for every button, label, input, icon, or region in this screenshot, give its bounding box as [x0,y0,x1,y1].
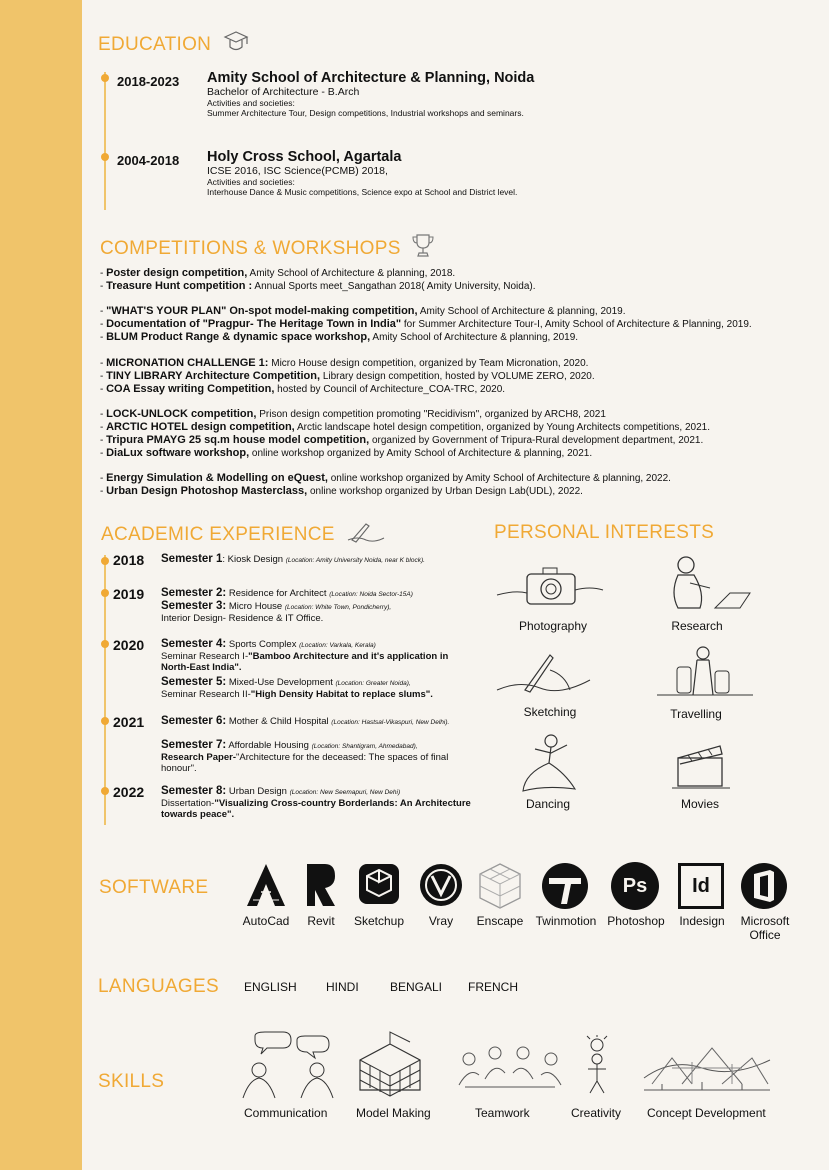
dancing-sketch-icon [515,733,585,798]
education-timeline [104,72,106,210]
degree: Bachelor of Architecture - B.Arch [207,86,360,98]
semester-entry [161,554,471,566]
competition-item: - Documentation of "Pragpur- The Heritage Town in India" for Summer Architecture Tour-I, Amity School of Architecture & Planning, 2019. [100,318,752,330]
semester-extra-bold: "High Density Habitat to replace slums". [250,689,433,700]
education-years: 2018-2023 [117,74,180,89]
languages-heading: LANGUAGES [98,976,219,997]
creativity-sketch-icon [572,1035,622,1100]
competition-detail: Annual Sports meet_Sangathan 2018( Amity University, Noida). [254,281,536,292]
competition-item: - LOCK-UNLOCK competition, Prison design competition promoting "Recidivism", organized by ARCH8, 2021 [100,408,606,420]
semester-extra: "Architecture for the deceased: The spaces of final honour". [161,752,449,774]
competition-detail: Arctic landscape hotel design competition, organized by Young Architects competitions, 2021. [296,422,711,433]
skill-label: Model Making [356,1106,431,1120]
semester-location: (Location: Varkala, Kerala) [299,642,376,649]
skill-label: Creativity [571,1106,622,1120]
semester-location: (Location: Noida Sector-15A) [329,591,413,598]
competition-title: Tripura PMAYG 25 sq.m house model competition, [106,434,370,446]
competition-title: COA Essay writing Competition, [106,383,275,395]
semester-entry [161,740,471,774]
office-icon [740,862,788,915]
software-label: Enscape [476,914,524,928]
semester-project: Mixed-Use Development [226,677,336,688]
competition-item: - COA Essay writing Competition, hosted by Council of Architecture_COA-TRC, 2020. [100,383,506,395]
competition-title: Urban Design Photoshop Masterclass, [106,485,308,497]
trophy-icon [412,233,434,265]
semester-extra: Interior Design- Residence & IT Office. [161,613,324,624]
competition-detail: hosted by Council of Architecture_COA-TRC, 2020. [277,384,506,395]
competition-detail: online workshop organized by Amity School of Architecture & planning, 2022. [330,473,671,484]
software-label: AutoCad [242,914,290,928]
interest-label: Research [671,619,723,633]
interest-label: Movies [680,797,719,811]
software-label: Revit [307,914,335,928]
semester-entry [161,716,471,728]
competition-detail: for Summer Architecture Tour-I, Amity School of Architecture & Planning, 2019. [403,319,752,330]
interest-label: Photography [518,619,588,633]
software-label: Sketchup [353,914,405,928]
competition-title: TINY LIBRARY Architecture Competition, [106,370,321,382]
school-name: Holy Cross School, Agartala [207,149,402,165]
revit-icon [305,862,337,913]
software-heading: SOFTWARE [99,877,209,898]
semester-extra-bold: "Bamboo Architecture and it's application in North-East India". [161,651,449,673]
semester-label: Semester 2: [161,587,227,599]
competition-title: MICRONATION CHALLENGE 1: [106,357,269,369]
software-label: Vray [428,914,454,928]
academic-year: 2022 [113,784,145,800]
competition-detail: Amity School of Architecture & planning, 2018. [249,268,456,279]
semester-extra-bold: "Visualizing Cross-country Borderlands: An Architecture towards peace". [161,798,471,820]
competition-item: - ARCTIC HOTEL design competition, Arctic landscape hotel design competition, organized by Young Architects competitions, 2021. [100,421,711,433]
semester-project: Urban Design [226,786,290,797]
competition-title: Poster design competition, [106,267,248,279]
skills-heading: SKILLS [98,1071,165,1092]
language-item: FRENCH [468,980,518,994]
language-item: BENGALI [390,980,443,994]
interests-heading: PERSONAL INTERESTS [494,522,715,543]
skill-label: Communication [244,1106,328,1120]
software-label: Twinmotion [535,914,597,928]
timeline-dot [101,640,109,648]
activities: Interhouse Dance & Music competitions, Science expo at School and District level. [207,187,518,197]
academic-year: 2019 [113,586,145,602]
activities-label: Activities and societies: [207,177,295,187]
competition-item: - Energy Simulation & Modelling on eQuest, online workshop organized by Amity School of Architecture & planning, 2022. [100,472,671,484]
teamwork-sketch-icon [455,1045,565,1100]
semester-location: (Location: Greater Noida), [335,680,411,687]
interest-label: Sketching [523,705,577,719]
competition-detail: Micro House design competition, organized by Team Micronation, 2020. [271,358,589,369]
competition-detail: online workshop organized by Amity School of Architecture & planning, 2021. [251,448,593,459]
competition-item: - Poster design competition, Amity School of Architecture & planning, 2018. [100,267,456,279]
competition-detail: Prison design competition promoting "Recidivism", organized by ARCH8, 2021 [259,409,606,420]
semester-location: (Location: White Town, Pondicherry), [284,604,392,611]
competition-item: - MICRONATION CHALLENGE 1: Micro House design competition, organized by Team Micronation, 2020. [100,357,589,369]
academic-heading-text: ACADEMIC EXPERIENCE [101,524,335,546]
enscape-icon [476,862,524,915]
photoshop-icon: Ps [611,862,659,910]
competition-title: LOCK-UNLOCK competition, [106,408,257,420]
model-making-sketch-icon [350,1030,430,1105]
semester-location: (Location: Shantigram, Ahmedabad), [311,743,418,750]
semester-project: Affordable Housing [226,740,312,751]
degree: ICSE 2016, ISC Science(PCMB) 2018, [207,165,388,177]
skill-label: Concept Development [647,1106,766,1120]
competitions-heading [100,233,434,265]
language-item: HINDI [326,980,359,994]
competition-title: "WHAT'S YOUR PLAN" On-spot model-making competition, [106,305,418,317]
education-years: 2004-2018 [117,153,180,168]
competition-title: Energy Simulation & Modelling on eQuest, [106,472,328,484]
timeline-dot [101,787,109,795]
vray-icon [418,862,464,913]
competition-title: Treasure Hunt competition : [106,280,253,292]
semester-entry [161,601,471,624]
semester-entry [161,786,471,820]
semester-label: Semester 3: [161,600,227,612]
camera-sketch-icon [495,560,605,615]
interest-label: Travelling [670,707,722,721]
semester-project: Sports Complex [226,639,300,650]
software-label [730,914,800,942]
education-heading [98,30,249,60]
academic-heading [101,520,386,550]
autocad-icon [245,862,287,913]
semester-location: (Location: New Seemapuri, New Dehi) [289,789,401,796]
competition-detail: Amity School of Architecture & planning, 2019. [419,306,626,317]
software-label-line: Microsoft [740,914,790,928]
travelling-sketch-icon [655,645,755,705]
research-sketch-icon [660,553,760,618]
pen-hand-icon [346,520,386,550]
semester-location: (Location: Hastsal-Vikaspuri, New Delhi). [331,719,450,726]
competition-detail: Library design competition, hosted by VOLUME ZERO, 2020. [322,371,595,382]
activities: Summer Architecture Tour, Design competitions, Industrial workshops and seminars. [207,108,524,118]
semester-entry [161,639,471,673]
timeline-dot [101,153,109,161]
semester-entry [161,588,471,600]
education-heading-text: EDUCATION [98,34,212,56]
clapperboard-icon [672,742,732,797]
academic-year: 2018 [113,552,145,568]
competitions-heading-text: COMPETITIONS & WORKSHOPS [100,238,401,260]
competition-title: BLUM Product Range & dynamic space workshop, [106,331,371,343]
competition-title: DiaLux software workshop, [106,447,250,459]
activities-label: Activities and societies: [207,98,295,108]
software-label: Photoshop [607,914,665,928]
academic-year: 2021 [113,714,145,730]
twinmotion-icon [541,862,589,915]
indesign-icon: Id [678,863,724,909]
competition-item: - TINY LIBRARY Architecture Competition, Library design competition, hosted by VOLUME ZERO, 2020. [100,370,595,382]
language-item: ENGLISH [244,980,297,994]
skill-label: Teamwork [475,1106,530,1120]
semester-project: Residence for Architect [226,588,330,599]
timeline-dot [101,557,109,565]
semester-label: Semester 5: [161,676,227,688]
semester-label: Semester 7: [161,739,227,751]
competition-item: - Treasure Hunt competition : Annual Sports meet_Sangathan 2018( Amity University, Noida). [100,280,536,292]
semester-extra: Dissertation- [161,798,215,809]
graduation-cap-icon [223,30,249,60]
education-entry [207,70,627,118]
education-entry [207,149,627,197]
semester-extra: Seminar Research I- [161,651,249,662]
semester-extra: Seminar Research II- [161,689,251,700]
timeline-dot [101,589,109,597]
competition-item: - Urban Design Photoshop Masterclass, online workshop organized by Urban Design Lab(UDL), 2022. [100,485,583,497]
academic-year: 2020 [113,637,145,653]
sketchup-icon [357,862,401,911]
semester-entry [161,677,471,700]
timeline-dot [101,74,109,82]
timeline-dot [101,717,109,725]
school-name: Amity School of Architecture & Planning, Noida [207,70,535,86]
concept-development-sketch-icon [642,1038,772,1103]
competition-detail: online workshop organized by Urban Design Lab(UDL), 2022. [310,486,583,497]
semester-label: Semester 8: [161,785,227,797]
competition-item: - BLUM Product Range & dynamic space workshop, Amity School of Architecture & planning, 2019. [100,331,579,343]
competition-title: Documentation of "Pragpur- The Heritage Town in India" [106,318,402,330]
semester-location: (Location: Amity University Noida, near K block). [285,557,425,564]
semester-project: Micro House [226,601,285,612]
competition-detail: organized by Government of Tripura-Rural development department, 2021. [371,435,704,446]
competition-item: - DiaLux software workshop, online workshop organized by Amity School of Architecture & planning, 2021. [100,447,593,459]
semester-project: : Kiosk Design [222,554,286,565]
software-label: Indesign [679,914,725,928]
semester-extra-bold: Research Paper- [161,752,236,763]
left-accent-stripe [0,0,82,1170]
semester-label: Semester 1 [161,553,223,565]
competition-title: ARCTIC HOTEL design competition, [106,421,295,433]
competition-item: - Tripura PMAYG 25 sq.m house model competition, organized by Government of Tripura-Rural development department, 2021. [100,434,704,446]
semester-label: Semester 4: [161,638,227,650]
competition-item: - "WHAT'S YOUR PLAN" On-spot model-making competition, Amity School of Architecture & planning, 2019. [100,305,626,317]
communication-sketch-icon [235,1030,345,1105]
semester-project: Mother & Child Hospital [226,716,332,727]
software-label-line: Office [749,928,781,942]
semester-label: Semester 6: [161,715,227,727]
competition-detail: Amity School of Architecture & planning, 2019. [372,332,579,343]
sketching-sketch-icon [495,650,595,705]
interest-label: Dancing [525,797,571,811]
